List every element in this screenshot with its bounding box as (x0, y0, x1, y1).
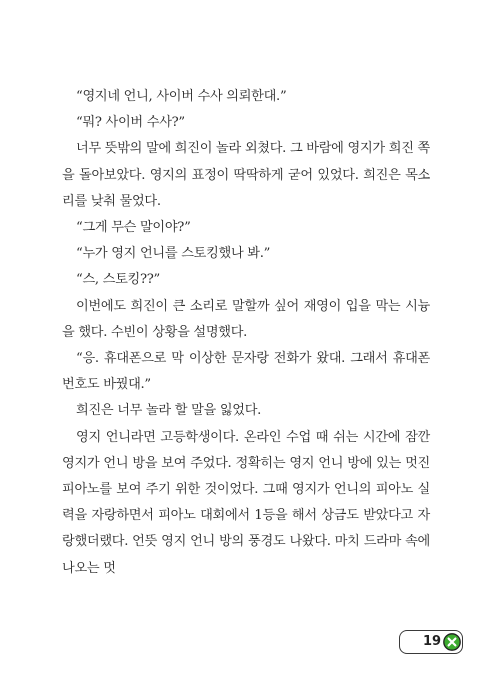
paragraph: “영지네 언니, 사이버 수사 의뢰한대.” (76, 89, 287, 104)
paragraph: 너무 뜻밖의 말에 희진이 놀라 외쳤다. 그 바람에 영지가 희진 쪽을 돌아보았다. 영지의 표정이 딱딱하게 굳어 있었다. 희진은 목소리를 낮춰 물었다. (62, 141, 430, 209)
paragraph: 희진은 너무 놀라 할 말을 잃었다. (76, 403, 262, 419)
paragraph: “스, 스토킹??” (76, 272, 160, 288)
page-number-badge (399, 630, 463, 654)
page-body (62, 84, 430, 582)
paragraph: “그게 무슨 말이야?” (76, 220, 191, 236)
paragraph: 영지 언니라면 고등학생이다. 온라인 수업 때 쉬는 시간에 잠깐 영지가 언니 방을 보여 주었다. 정확히는 영지 언니 방에 있는 멋진 피아노를 보여 주기 위한 것이었다. 그때 영지가 언니의 피아노 실력을 자랑하면서 피아노 대회에서 1등을 해서 상금도 받았다고 자랑했더랬다. 언뜻 영지 언니 방의 풍경도 나왔다. 마치 드라마 속에 나오는 멋 (62, 429, 430, 576)
paragraph: 이번에도 희진이 큰 소리로 말할까 싶어 재영이 입을 막는 시늉을 했다. 수빈이 상황을 설명했다. (62, 298, 430, 340)
page-number: 19 (423, 634, 442, 649)
paragraph: “응. 휴대폰으로 막 이상한 문자랑 전화가 왔대. 그래서 휴대폰 번호도 바꿨대.” (62, 351, 430, 393)
paragraph: “누가 영지 언니를 스토킹했나 봐.” (76, 246, 271, 262)
green-x-circle-icon (443, 633, 461, 651)
paragraph: “뭐? 사이버 수사?” (76, 115, 185, 131)
